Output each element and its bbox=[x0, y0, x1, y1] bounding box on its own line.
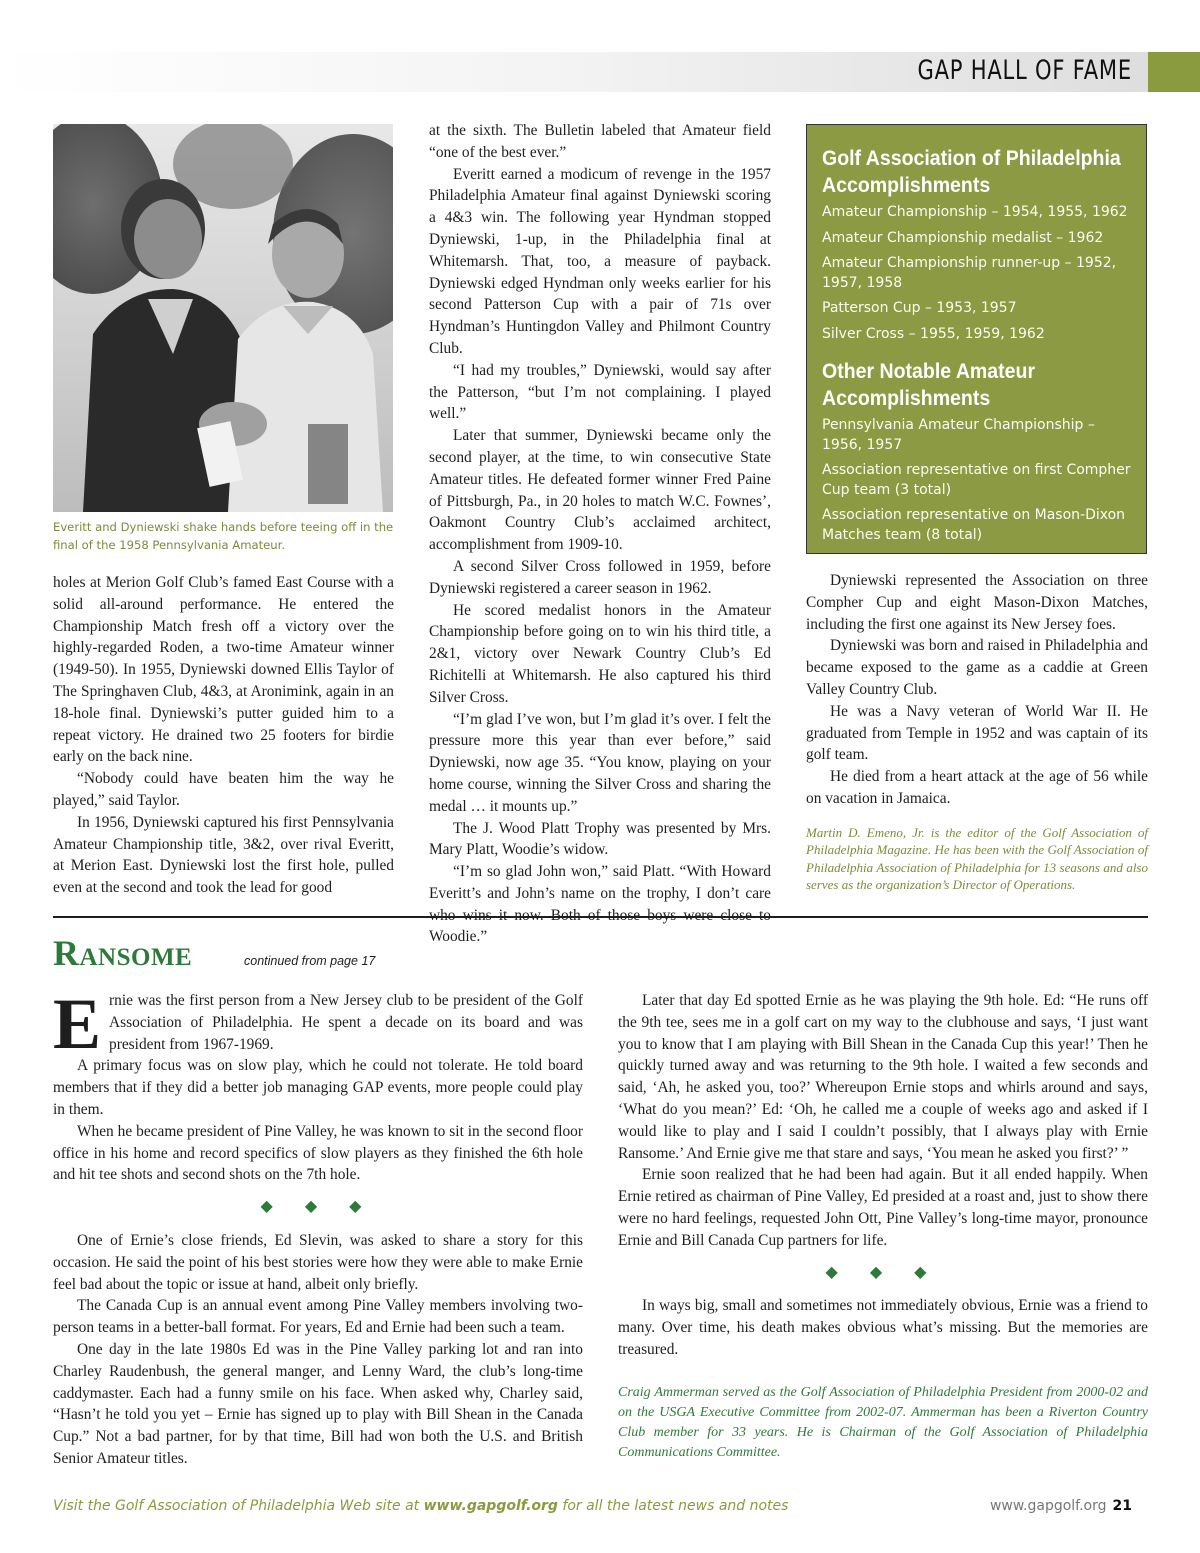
section-title: GAP HALL OF FAME bbox=[917, 55, 1132, 86]
accomplishments-sidebar bbox=[806, 124, 1147, 554]
paragraph: Dyniewski represented the Association on three Compher Cup and eight Mason-Dixon Matches, including the first one against its New Jersey foes. bbox=[806, 572, 1148, 633]
paragraph: One of Ernie’s close friends, Ed Slevin, was asked to share a story for this occasion. He said the point of his best stories were how they were able to make Ernie feel bad about the topic or issue at hand, albeit only briefly. bbox=[53, 1231, 583, 1293]
footer-text: for all the latest news and notes bbox=[557, 1498, 789, 1514]
paragraph: “I had my troubles,” Dyniewski, would say after the Patterson, “but I’m not complaining. I played well.” bbox=[429, 361, 771, 423]
drop-cap: E bbox=[53, 984, 102, 1064]
photo-illustration bbox=[53, 124, 393, 512]
paragraph bbox=[53, 984, 583, 1064]
list-item: Association representative on first Compher Cup team (3 total) bbox=[822, 462, 1131, 498]
heading-line: Accomplishments bbox=[822, 174, 991, 197]
continued-note: continued from page 17 bbox=[244, 954, 376, 968]
ransome-column-right bbox=[618, 990, 1148, 1463]
article-column-3 bbox=[806, 570, 1148, 894]
other-accomplishments-list bbox=[822, 416, 1131, 545]
heading-line: Golf Association of Philadelphia bbox=[822, 147, 1121, 170]
section-divider bbox=[53, 916, 1148, 918]
paragraph: In 1956, Dyniewski captured his first Pennsylvania Amateur Championship title, 3&2, over rival Everitt, at Merion East. Dyniewski lost the first hole, pulled even at the second and took the lead for good bbox=[53, 813, 394, 897]
sidebar-heading-gap bbox=[822, 145, 1121, 199]
ransome-title: Ransome bbox=[53, 933, 193, 973]
footer-promo bbox=[53, 1498, 788, 1514]
heading-line: Accomplishments bbox=[822, 387, 991, 410]
footer-site: www.gapgolf.org bbox=[989, 1498, 1107, 1514]
paragraph: In ways big, small and sometimes not immediately obvious, Ernie was a friend to many. Over time, his death makes obvious what’s missing. But the memories are treasured. bbox=[618, 1297, 1148, 1358]
article-column-2 bbox=[429, 120, 771, 948]
list-item: Amateur Championship runner-up – 1952, 1957, 1958 bbox=[822, 255, 1117, 291]
author-bio: Martin D. Emeno, Jr. is the editor of the Golf Association of Philadelphia Magazine. He has been with the Golf Association of Philadelphia Association of Philadelphia for 13 seasons and also serves as the organization’s Director of Operations. bbox=[806, 824, 1148, 893]
photo-handshake bbox=[53, 124, 393, 512]
list-item: Pennsylvania Amateur Championship – 1956, 1957 bbox=[822, 417, 1095, 453]
diamond-separator: ◆ ◆ ◆ bbox=[825, 1263, 941, 1281]
page-number: 21 bbox=[1112, 1498, 1132, 1514]
paragraph: He died from a heart attack at the age of 56 while on vacation in Jamaica. bbox=[806, 768, 1148, 807]
paragraph: “Nobody could have beaten him the way he played,” said Taylor. bbox=[53, 770, 394, 809]
paragraph: Ernie soon realized that he had been had again. But it all ended happily. When Ernie retired as chairman of Pine Valley, Ed presided at a roast and, just to show there were no hard feelings, requested John Ott, Pine Valley’s long-time mayor, pronounce Ernie and Bill Canada Cup partners for life. bbox=[618, 1166, 1148, 1249]
list-item: Silver Cross – 1955, 1959, 1962 bbox=[822, 325, 1045, 342]
photo-caption: Everitt and Dyniewski shake hands before teeing off in the final of the 1958 Pennsylvania Amateur. bbox=[53, 520, 394, 552]
paragraph: “I’m glad I’ve won, but I’m glad it’s over. I felt the pressure more this year than ever before,” said Dyniewski, now age 35. “You know, playing on your home course, winning the Silver Cross and sharing the medal … it mounts up.” bbox=[429, 710, 771, 815]
list-item: Amateur Championship – 1954, 1955, 1962 bbox=[822, 204, 1128, 220]
footer-text: Visit the Golf Association of Philadelphia Web site at bbox=[53, 1498, 424, 1514]
paragraph: A primary focus was on slow play, which he could not tolerate. He told board members that if they did a better job managing GAP events, more people could play in them. bbox=[53, 1057, 583, 1118]
paragraph: at the sixth. The Bulletin labeled that Amateur field “one of the best ever.” bbox=[429, 122, 771, 161]
paragraph: Everitt earned a modicum of revenge in the 1957 Philadelphia Amateur final against Dyniewski scoring a 4&3 win. The following year Hyndman stopped Dyniewski, 1-up, in the Philadelphia final at Whitemarsh. That, too, a measure of payback. Dyniewski edged Hyndman only weeks earlier for his second Patterson Cup with a pair of 71s over Hyndman’s Huntingdon Valley and Philmont Country Club. bbox=[429, 165, 771, 357]
paragraph: The J. Wood Platt Trophy was presented by Mrs. Mary Platt, Woodie’s widow. bbox=[429, 819, 771, 859]
sidebar-heading-other bbox=[822, 358, 1109, 412]
paragraph: The Canada Cup is an annual event among Pine Valley members involving two-person teams in a better-ball format. For years, Ed and Ernie had been such a team. bbox=[53, 1297, 583, 1337]
author-bio: Craig Ammerman served as the Golf Association of Philadelphia President from 2000-02 and on the USGA Executive Committee from 2002-07. Ammerman has been a Riverton Country Club member for 33 years. He is Chairman of the Golf Association of Philadelphia Communications Committee. bbox=[618, 1384, 1148, 1460]
paragraph: He was a Navy veteran of World War II. He graduated from Temple in 1952 and was captain of its golf team. bbox=[806, 702, 1148, 764]
paragraph: When he became president of Pine Valley, he was known to sit in the second floor office in his home and record specifics of slow players as they finished the 6th hole and hit tee shots and second shots on the 7th hole. bbox=[53, 1122, 583, 1184]
paragraph: A second Silver Cross followed in 1959, before Dyniewski registered a career season in 1962. bbox=[429, 557, 771, 597]
article-column-1 bbox=[53, 572, 394, 899]
footer-link[interactable]: www.gapgolf.org bbox=[423, 1498, 558, 1514]
footer-folio bbox=[990, 1498, 1132, 1514]
header-tab bbox=[1148, 52, 1200, 92]
list-item: Patterson Cup – 1953, 1957 bbox=[822, 300, 1017, 316]
paragraph: “I’m so glad John won,” said Platt. “With Howard Everitt’s and John’s name on the trophy, I don’t care Woodie.” bbox=[429, 863, 771, 946]
paragraph-text: rnie was the first person from a New Jersey club to be president of the Golf Association of Philadelphia. He spent a decade on its board and was president from 1967-1969. bbox=[109, 992, 583, 1053]
diamond-separator: ◆ ◆ ◆ bbox=[260, 1198, 376, 1216]
paragraph: Dyniewski was born and raised in Philadelphia and became exposed to the game as a caddie at Green Valley Country Club. bbox=[806, 637, 1148, 698]
paragraph: He scored medalist honors in the Amateur Championship before going on to win his third title, a 2&1, victory over Newark Country Club’s Ed Richitelli at Whitemarsh. He also captured his third Silver Cross. bbox=[429, 601, 771, 706]
paragraph: Later that summer, Dyniewski became only the second player, at the time, to win consecutive State Amateur titles. He defeated former winner Fred Paine of Pittsburgh, Pa., in 20 holes to match W.C. Fownes’, Oakmont Country Club’s acclaimed architect, accomplishment from 1909-10. bbox=[429, 427, 771, 554]
paragraph: One day in the late 1980s Ed was in the Pine Valley parking lot and ran into Charley Raudenbush, the general manger, and Lenny Ward, the club’s long-time caddymaster. Each had a funny smile on his face. When asked why, Charley said, “Hasn’t he told you yet – Ernie has signed up to play with Bill Shean in the Canada Cup.” Not a bad partner, for by that time, Bill had won both the U.S. and British Senior Amateur titles. bbox=[53, 1340, 583, 1467]
paragraph: holes at Merion Golf Club’s famed East Course with a solid all-around performance. He entered the Championship Match fresh off a victory over the highly-regarded Roden, a two-time Amateur winner (1949-50). In 1955, Dyniewski downed Ellis Taylor of The Springhaven Club, 4&3, at Aronimink, again in an 18-hole final. Dyniewski’s putter guided him to a repeat victory. He drained two 25 footers for birdie early on the back nine. bbox=[53, 574, 394, 766]
paragraph: Later that day Ed spotted Ernie as he was playing the 9th hole. Ed: “He runs off the 9th tee, sees me in a golf cart on my way to the clubhouse and says, ‘I just want you to know that I am playing with Bill Shean in the Canada Cup this year!’ Then he quickly turned away and was returning to the 9th hole. I waited a few seconds and said, ‘Ah, he asked you, too?’ Whereupon Ernie stops and whirls around and says, ‘What do you mean?’ Ed: ‘Oh, he called me a couple of weeks ago and asked if I would like to play and I said I couldn’t possibly, that I always play with Ernie Ransome.’ And Ernie give me that stare and says, ‘You mean he asked you first?’ ” bbox=[618, 992, 1148, 1162]
heading-line: Other Notable Amateur bbox=[822, 360, 1036, 383]
gap-accomplishments-list bbox=[822, 203, 1131, 344]
ransome-column-left bbox=[53, 984, 583, 1470]
list-item: Amateur Championship medalist – 1962 bbox=[822, 229, 1104, 246]
list-item: Association representative on Mason-Dixon Matches team (8 total) bbox=[822, 507, 1126, 543]
